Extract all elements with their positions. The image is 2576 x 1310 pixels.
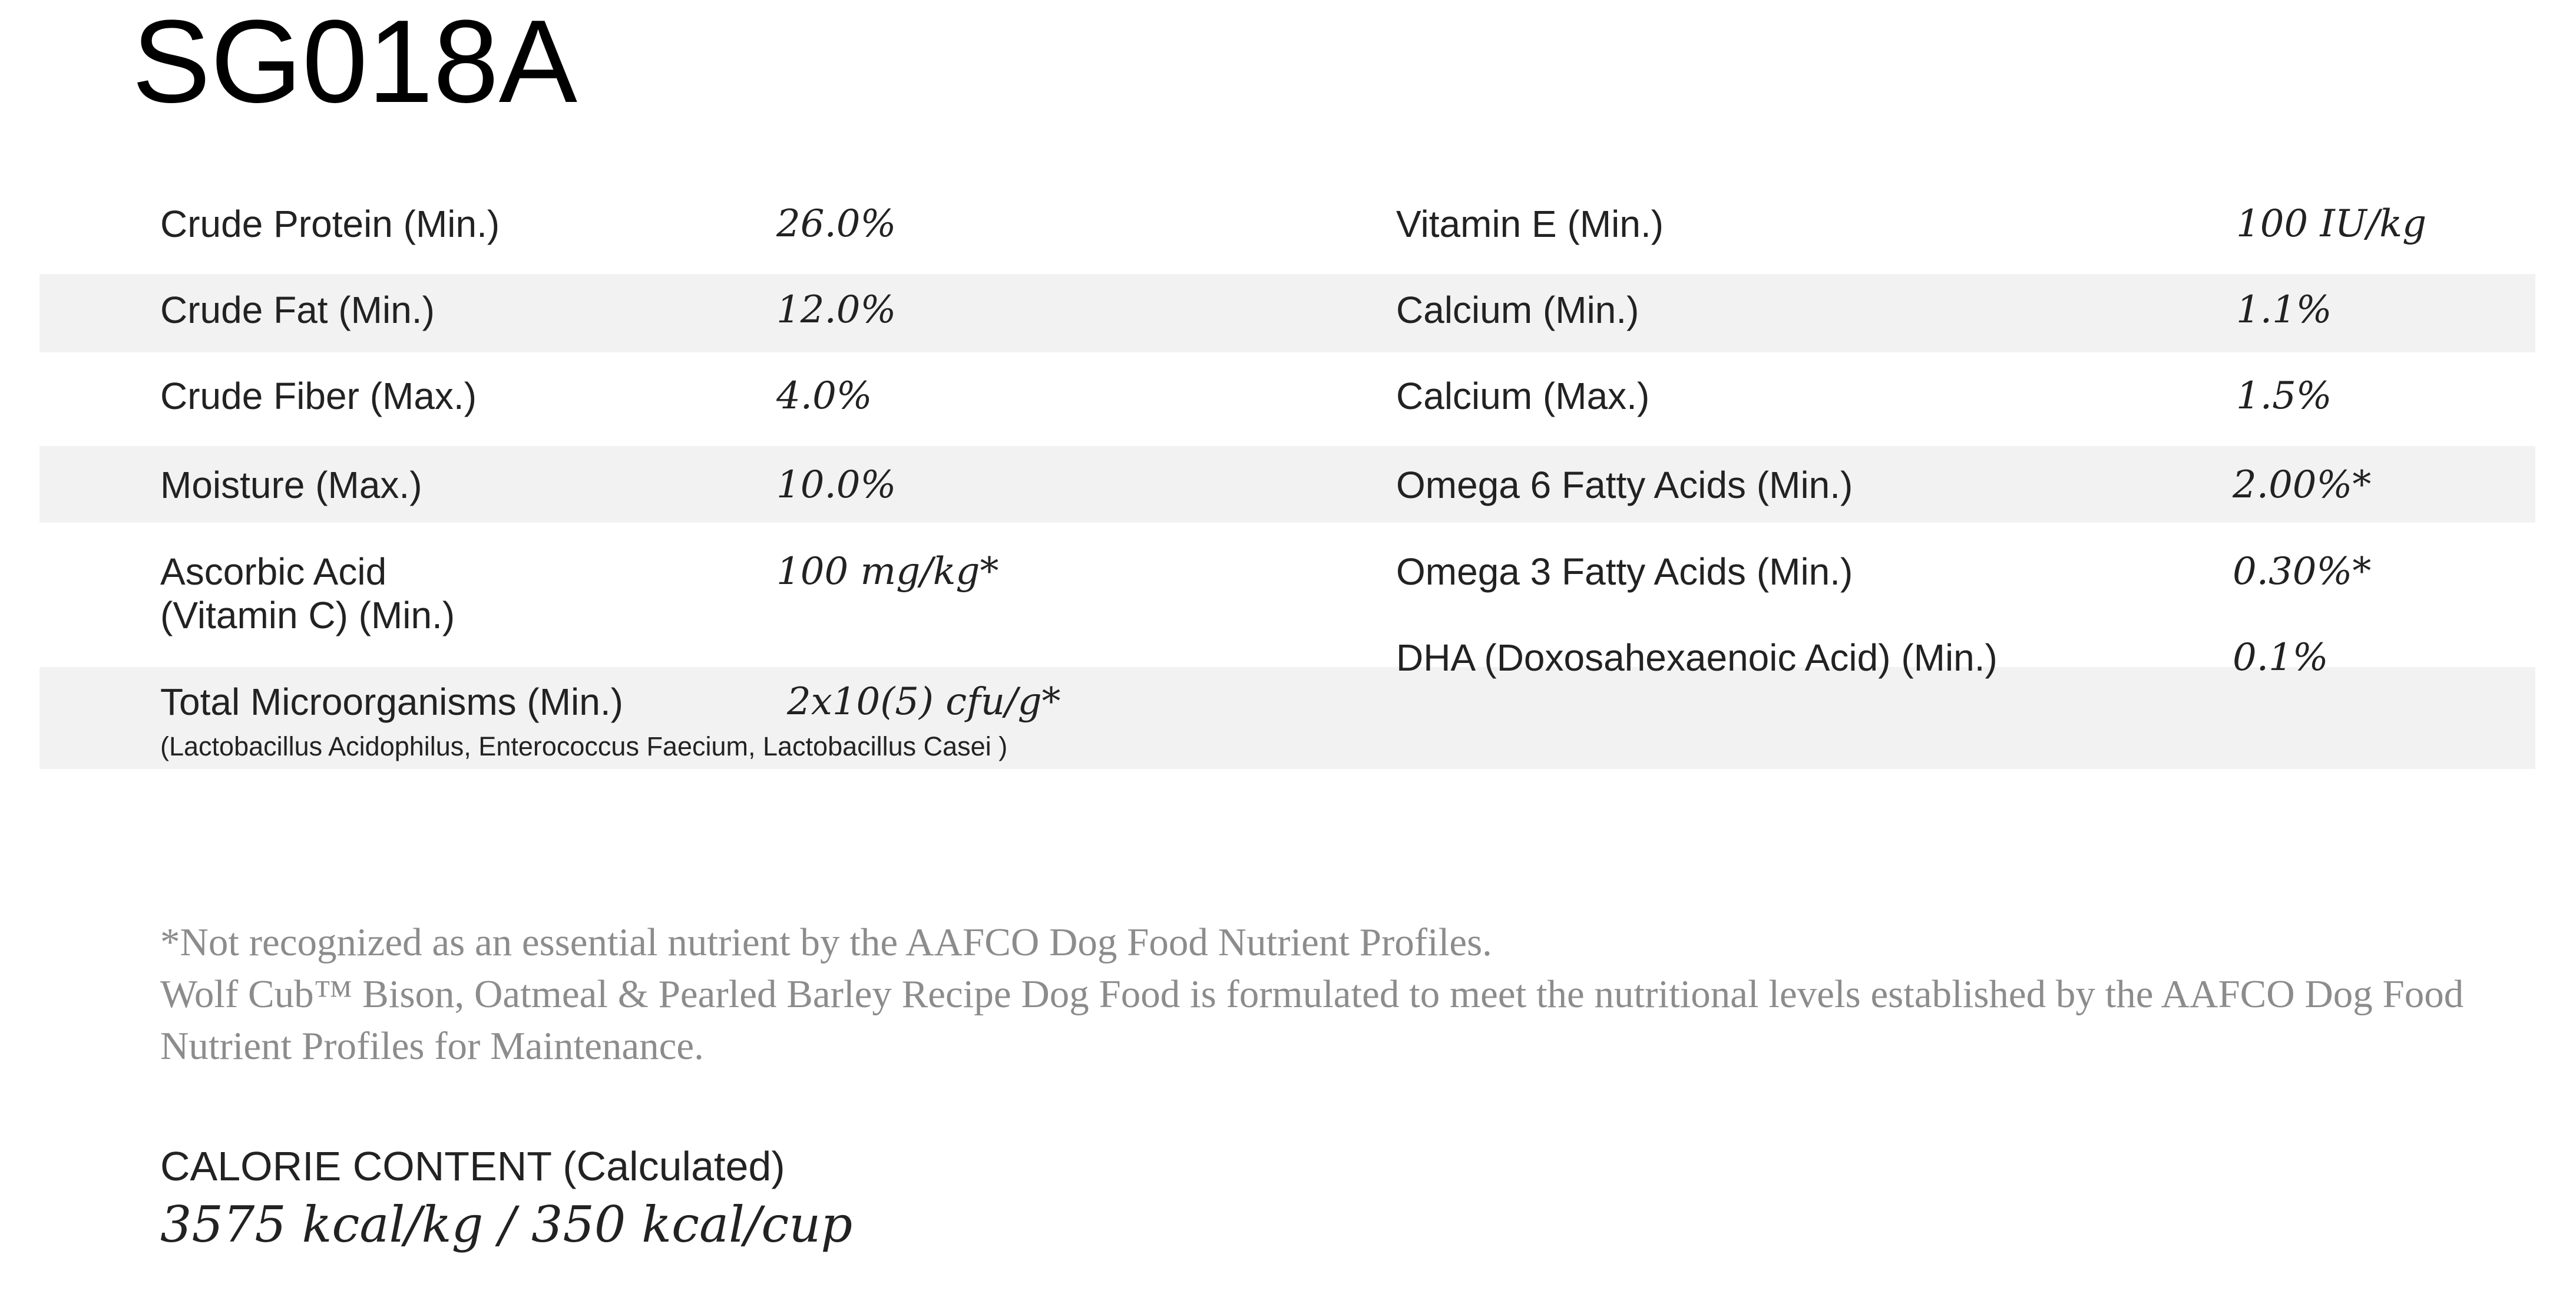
product-code: SG018A [132, 0, 578, 127]
nutrient-value: 100 IU/kg [2236, 202, 2427, 246]
microorganism-strains: (Lactobacillus Acidophilus, Enterococcus Faecium, Lactobacillus Casei ) [160, 731, 1008, 761]
nutrient-value: 100 mg/kg* [776, 550, 999, 593]
nutrient-value: 26.0% [776, 202, 897, 246]
nutrient-label: Omega 6 Fatty Acids (Min.) [1396, 464, 1853, 506]
nutrient-label: (Vitamin C) (Min.) [160, 594, 455, 636]
nutrient-value: 2.00%* [2233, 463, 2372, 507]
nutrient-label: Vitamin E (Min.) [1396, 203, 1664, 245]
nutrient-value: 10.0% [776, 463, 897, 507]
footnote-line: Wolf Cub™ Bison, Oatmeal & Pearled Barley Recipe Dog Food is formulated to meet the nutritional levels established by the AAFCO Dog Food Nutrient Profiles for Maintenance. [160, 972, 2464, 1068]
calorie-content-value: 3575 kcal/kg / 350 kcal/cup [160, 1196, 853, 1253]
nutrient-value: 1.1% [2236, 288, 2332, 332]
footnote-line: *Not recognized as an essential nutrient by the AAFCO Dog Food Nutrient Profiles. [160, 920, 1492, 964]
nutrient-value: 0.30%* [2233, 550, 2372, 593]
nutrient-label: Crude Fat (Min.) [160, 289, 435, 331]
nutrient-value: 4.0% [776, 374, 872, 418]
nutrient-value: 12.0% [776, 288, 897, 332]
nutrient-label: DHA (Doxosahexaenoic Acid) (Min.) [1396, 636, 1998, 679]
nutrient-value: 1.5% [2236, 374, 2332, 418]
nutrient-label: Crude Protein (Min.) [160, 203, 500, 245]
nutrient-label: Calcium (Min.) [1396, 289, 1639, 331]
nutrient-label: Calcium (Max.) [1396, 375, 1650, 417]
footnote [160, 916, 2487, 1072]
nutrient-label: Omega 3 Fatty Acids (Min.) [1396, 550, 1853, 593]
nutrient-value: 0.1% [2233, 636, 2329, 679]
nutrient-label: Moisture (Max.) [160, 464, 422, 506]
nutrient-label: Crude Fiber (Max.) [160, 375, 477, 417]
nutrient-label: Ascorbic Acid [160, 550, 387, 593]
calorie-content-title: CALORIE CONTENT (Calculated) [160, 1143, 785, 1189]
nutrient-value: 2x10(5) cfu/g* [787, 680, 1061, 724]
nutrient-label: Total Microorganisms (Min.) [160, 681, 623, 723]
